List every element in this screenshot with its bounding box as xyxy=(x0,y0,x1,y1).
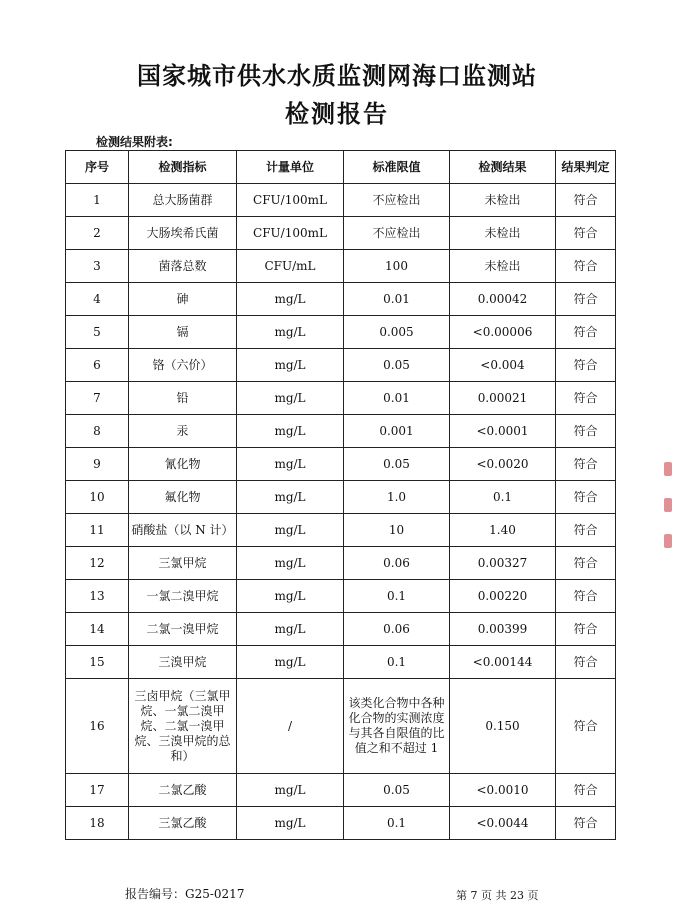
judgement: 符合 xyxy=(556,448,616,481)
table-row xyxy=(66,448,616,481)
test-result: <0.0010 xyxy=(450,774,556,807)
unit: mg/L xyxy=(237,774,344,807)
column-header: 检测结果 xyxy=(450,151,556,184)
test-result: <0.0001 xyxy=(450,415,556,448)
unit: CFU/100mL xyxy=(237,217,344,250)
standard-limit: 0.01 xyxy=(344,382,450,415)
column-header: 结果判定 xyxy=(556,151,616,184)
test-result: <0.004 xyxy=(450,349,556,382)
indicator-name: 氰化物 xyxy=(129,448,237,481)
table-caption: 检测结果附表: xyxy=(96,135,173,149)
test-result: 未检出 xyxy=(450,217,556,250)
table-row xyxy=(66,250,616,283)
test-result: 1.40 xyxy=(450,514,556,547)
indicator-name: 镉 xyxy=(129,316,237,349)
indicator-name: 大肠埃希氏菌 xyxy=(129,217,237,250)
table-row xyxy=(66,613,616,646)
indicator-name: 铬（六价） xyxy=(129,349,237,382)
table-row xyxy=(66,382,616,415)
unit: mg/L xyxy=(237,283,344,316)
judgement: 符合 xyxy=(556,415,616,448)
unit: mg/L xyxy=(237,316,344,349)
test-result: 0.150 xyxy=(450,679,556,774)
unit: mg/L xyxy=(237,547,344,580)
row-index: 14 xyxy=(66,613,129,646)
report-title: 国家城市供水水质监测网海口监测站 xyxy=(137,62,537,90)
standard-limit: 1.0 xyxy=(344,481,450,514)
row-index: 17 xyxy=(66,774,129,807)
row-index: 15 xyxy=(66,646,129,679)
indicator-name: 二氯乙酸 xyxy=(129,774,237,807)
row-index: 18 xyxy=(66,807,129,840)
column-header: 检测指标 xyxy=(129,151,237,184)
standard-limit: 0.05 xyxy=(344,448,450,481)
table-row xyxy=(66,481,616,514)
standard-limit: 0.1 xyxy=(344,580,450,613)
standard-limit: 0.005 xyxy=(344,316,450,349)
test-result: 0.00021 xyxy=(450,382,556,415)
indicator-name: 一氯二溴甲烷 xyxy=(129,580,237,613)
report-number: 报告编号：G25-0217 xyxy=(125,887,245,901)
judgement: 符合 xyxy=(556,184,616,217)
table-row xyxy=(66,807,616,840)
test-result: 0.1 xyxy=(450,481,556,514)
row-index: 6 xyxy=(66,349,129,382)
row-index: 4 xyxy=(66,283,129,316)
judgement: 符合 xyxy=(556,774,616,807)
table-row xyxy=(66,547,616,580)
indicator-name: 三卤甲烷（三氯甲烷、一氯二溴甲烷、二氯一溴甲烷、三溴甲烷的总和） xyxy=(129,679,237,774)
row-index: 11 xyxy=(66,514,129,547)
seal-stamp-fragment xyxy=(664,462,674,582)
judgement: 符合 xyxy=(556,349,616,382)
standard-limit: 0.06 xyxy=(344,547,450,580)
standard-limit: 0.05 xyxy=(344,774,450,807)
judgement: 符合 xyxy=(556,807,616,840)
judgement: 符合 xyxy=(556,646,616,679)
row-index: 3 xyxy=(66,250,129,283)
indicator-name: 菌落总数 xyxy=(129,250,237,283)
test-result: 未检出 xyxy=(450,184,556,217)
unit: mg/L xyxy=(237,580,344,613)
test-result: <0.00006 xyxy=(450,316,556,349)
table-row xyxy=(66,774,616,807)
test-result: 未检出 xyxy=(450,250,556,283)
indicator-name: 砷 xyxy=(129,283,237,316)
indicator-name: 三氯甲烷 xyxy=(129,547,237,580)
table-header-row xyxy=(66,151,616,184)
judgement: 符合 xyxy=(556,580,616,613)
results-table xyxy=(65,150,616,840)
unit: mg/L xyxy=(237,613,344,646)
standard-limit: 0.01 xyxy=(344,283,450,316)
unit: mg/L xyxy=(237,382,344,415)
row-index: 2 xyxy=(66,217,129,250)
standard-limit: 该类化合物中各种化合物的实测浓度与其各自限值的比值之和不超过 1 xyxy=(344,679,450,774)
standard-limit: 0.1 xyxy=(344,646,450,679)
standard-limit: 0.001 xyxy=(344,415,450,448)
test-result: <0.0020 xyxy=(450,448,556,481)
unit: mg/L xyxy=(237,646,344,679)
row-index: 9 xyxy=(66,448,129,481)
standard-limit: 10 xyxy=(344,514,450,547)
standard-limit: 0.06 xyxy=(344,613,450,646)
indicator-name: 总大肠菌群 xyxy=(129,184,237,217)
table-row xyxy=(66,283,616,316)
row-index: 1 xyxy=(66,184,129,217)
column-header: 序号 xyxy=(66,151,129,184)
judgement: 符合 xyxy=(556,679,616,774)
page-number: 第 7 页 共 23 页 xyxy=(456,889,539,902)
standard-limit: 不应检出 xyxy=(344,217,450,250)
judgement: 符合 xyxy=(556,316,616,349)
indicator-name: 三溴甲烷 xyxy=(129,646,237,679)
indicator-name: 氟化物 xyxy=(129,481,237,514)
indicator-name: 二氯一溴甲烷 xyxy=(129,613,237,646)
judgement: 符合 xyxy=(556,481,616,514)
judgement: 符合 xyxy=(556,514,616,547)
table-row xyxy=(66,349,616,382)
report-subtitle: 检测报告 xyxy=(285,100,389,128)
row-index: 12 xyxy=(66,547,129,580)
test-result: <0.00144 xyxy=(450,646,556,679)
judgement: 符合 xyxy=(556,217,616,250)
table-row xyxy=(66,679,616,774)
judgement: 符合 xyxy=(556,382,616,415)
row-index: 10 xyxy=(66,481,129,514)
table-row xyxy=(66,184,616,217)
judgement: 符合 xyxy=(556,283,616,316)
row-index: 7 xyxy=(66,382,129,415)
table-row xyxy=(66,514,616,547)
table-row xyxy=(66,415,616,448)
test-result: 0.00399 xyxy=(450,613,556,646)
unit: mg/L xyxy=(237,481,344,514)
test-result: <0.0044 xyxy=(450,807,556,840)
table-row xyxy=(66,646,616,679)
unit: mg/L xyxy=(237,514,344,547)
table-row xyxy=(66,316,616,349)
standard-limit: 不应检出 xyxy=(344,184,450,217)
row-index: 16 xyxy=(66,679,129,774)
column-header: 标准限值 xyxy=(344,151,450,184)
unit: mg/L xyxy=(237,807,344,840)
column-header: 计量单位 xyxy=(237,151,344,184)
row-index: 5 xyxy=(66,316,129,349)
indicator-name: 铅 xyxy=(129,382,237,415)
table-row xyxy=(66,217,616,250)
unit: CFU/mL xyxy=(237,250,344,283)
indicator-name: 汞 xyxy=(129,415,237,448)
row-index: 13 xyxy=(66,580,129,613)
row-index: 8 xyxy=(66,415,129,448)
test-result: 0.00327 xyxy=(450,547,556,580)
test-result: 0.00042 xyxy=(450,283,556,316)
standard-limit: 100 xyxy=(344,250,450,283)
unit: mg/L xyxy=(237,448,344,481)
test-result: 0.00220 xyxy=(450,580,556,613)
judgement: 符合 xyxy=(556,613,616,646)
unit: / xyxy=(237,679,344,774)
table-row xyxy=(66,580,616,613)
judgement: 符合 xyxy=(556,250,616,283)
standard-limit: 0.05 xyxy=(344,349,450,382)
standard-limit: 0.1 xyxy=(344,807,450,840)
unit: mg/L xyxy=(237,349,344,382)
unit: CFU/100mL xyxy=(237,184,344,217)
judgement: 符合 xyxy=(556,547,616,580)
indicator-name: 硝酸盐（以 N 计） xyxy=(129,514,237,547)
unit: mg/L xyxy=(237,415,344,448)
indicator-name: 三氯乙酸 xyxy=(129,807,237,840)
